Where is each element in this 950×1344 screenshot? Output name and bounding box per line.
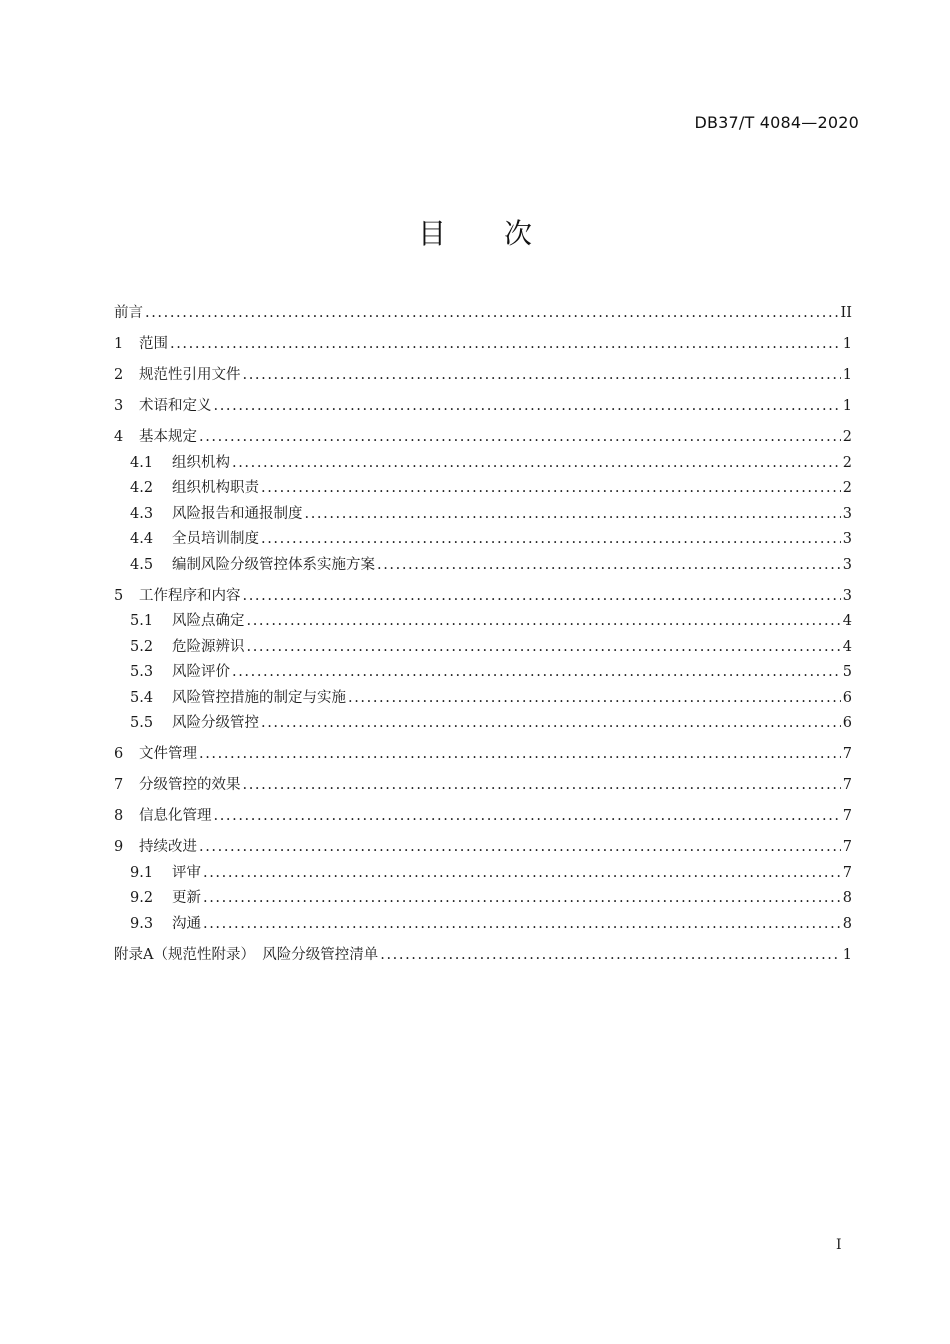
toc-entry-label: 风险报告和通报制度 [172, 505, 303, 522]
toc-entry-number: 4.3 [130, 505, 154, 522]
toc-entry-label: 持续改进 [139, 839, 197, 855]
toc-entry-number: 4.2 [130, 480, 154, 496]
toc-entry-number: 9.3 [130, 915, 154, 932]
toc-entry-number: 6 [114, 746, 124, 762]
toc-entry-label: 术语和定义 [139, 398, 212, 414]
toc-entry-page: 3 [842, 531, 852, 547]
toc-entry-label: 规范性引用文件 [139, 367, 241, 383]
toc-entry-number: 3 [114, 398, 124, 414]
toc-entry-page: 2 [842, 454, 852, 471]
toc-entry-label: 文件管理 [139, 746, 197, 762]
toc-leader-dots [214, 394, 841, 420]
toc-entry[interactable] [114, 476, 852, 502]
toc-entry-number: 5 [114, 587, 124, 604]
toc-entry[interactable] [114, 660, 852, 686]
toc-entry-number: 9.2 [130, 890, 154, 906]
toc-entry-page: 1 [842, 336, 852, 352]
toc-entry-label: 编制风险分级管控体系实施方案 [172, 556, 375, 573]
toc-leader-dots [247, 635, 841, 661]
toc-entry-label: 风险点确定 [172, 613, 245, 629]
toc-leader-dots [203, 912, 841, 938]
toc-entry[interactable] [114, 584, 852, 610]
toc-entry[interactable] [114, 943, 852, 969]
toc-entry-label: 全员培训制度 [172, 531, 259, 547]
toc-entry-label: 风险分级管控 [172, 715, 259, 731]
toc-entry[interactable] [114, 742, 852, 768]
toc-entry-page: 7 [842, 839, 852, 855]
toc-entry-page: 5 [842, 664, 852, 680]
toc-entry-number: 5.2 [130, 638, 154, 655]
toc-entry-label: 基本规定 [139, 429, 197, 445]
toc-entry-number: 4 [114, 429, 124, 445]
toc-entry-number: 4.5 [130, 556, 154, 573]
toc-entry-label: 风险评价 [172, 664, 230, 680]
toc-leader-dots [243, 363, 841, 389]
toc-entry[interactable] [114, 886, 852, 912]
toc-entry[interactable] [114, 301, 852, 327]
toc-entry-number: 4.4 [130, 531, 154, 547]
toc-entry-page: 7 [842, 746, 852, 762]
toc-entry-label: 前言 [114, 305, 143, 321]
toc-entry-number: 5.4 [130, 689, 154, 706]
toc-entry-page: 1 [842, 367, 852, 383]
toc-entry[interactable] [114, 425, 852, 451]
toc-entry-page: 2 [842, 480, 852, 496]
toc-entry-label: 工作程序和内容 [139, 587, 241, 604]
toc-entry-page: 3 [842, 505, 852, 522]
toc-leader-dots [261, 476, 841, 502]
toc-entry-number: 9.1 [130, 864, 154, 881]
toc-leader-dots [214, 804, 841, 830]
toc-entry-number: 1 [114, 336, 124, 352]
toc-leader-dots [261, 711, 841, 737]
toc-entry-number: 7 [114, 777, 124, 793]
toc-entry-number: 5.3 [130, 664, 154, 680]
toc-leader-dots [247, 609, 841, 635]
toc-entry[interactable] [114, 363, 852, 389]
toc-leader-dots [232, 660, 841, 686]
toc-entry[interactable] [114, 835, 852, 861]
toc-entry-label: 范围 [139, 336, 168, 352]
toc-leader-dots [203, 886, 841, 912]
table-of-contents [114, 301, 852, 968]
page-title: 目次 [417, 217, 590, 250]
toc-entry-label: 分级管控的效果 [139, 777, 241, 793]
toc-leader-dots [203, 861, 841, 887]
toc-entry-number: 5.1 [130, 613, 154, 629]
toc-leader-dots [243, 773, 841, 799]
toc-entry-number: 5.5 [130, 715, 154, 731]
toc-entry[interactable] [114, 773, 852, 799]
toc-leader-dots [305, 502, 841, 528]
toc-entry-label: 沟通 [172, 915, 201, 932]
toc-entry-page: 4 [842, 638, 852, 655]
toc-entry-page: 3 [842, 556, 852, 573]
toc-leader-dots [348, 686, 841, 712]
toc-leader-dots [243, 584, 841, 610]
toc-entry[interactable] [114, 527, 852, 553]
toc-leader-dots [199, 835, 841, 861]
toc-leader-dots [170, 332, 841, 358]
toc-entry[interactable] [114, 502, 852, 528]
toc-entry[interactable] [114, 609, 852, 635]
toc-entry-number: 8 [114, 808, 124, 824]
toc-entry-label: 组织机构职责 [172, 480, 259, 496]
toc-entry-label: 组织机构 [172, 454, 230, 471]
page-number: I [836, 1237, 842, 1253]
toc-entry[interactable] [114, 686, 852, 712]
toc-entry-number: 2 [114, 367, 124, 383]
toc-leader-dots [145, 301, 839, 327]
toc-entry-page: 4 [842, 613, 852, 629]
toc-entry-page: 7 [842, 777, 852, 793]
toc-entry-label: 危险源辨识 [172, 638, 245, 655]
toc-entry-page: 8 [842, 890, 852, 906]
toc-entry-label: 附录A（规范性附录） 风险分级管控清单 [114, 946, 379, 963]
toc-entry[interactable] [114, 635, 852, 661]
toc-entry[interactable] [114, 394, 852, 420]
toc-leader-dots [380, 943, 841, 969]
toc-entry-label: 信息化管理 [139, 808, 212, 824]
toc-entry[interactable] [114, 332, 852, 358]
toc-leader-dots [261, 527, 841, 553]
toc-entry-label: 评审 [172, 864, 201, 881]
toc-entry[interactable] [114, 912, 852, 938]
toc-entry-page: 8 [842, 915, 852, 932]
toc-leader-dots [377, 553, 841, 579]
toc-entry-number: 4.1 [130, 454, 154, 471]
toc-leader-dots [199, 742, 841, 768]
toc-entry[interactable] [114, 451, 852, 477]
toc-entry[interactable] [114, 804, 852, 830]
toc-leader-dots [199, 425, 841, 451]
toc-entry-page: 2 [842, 429, 852, 445]
toc-entry-page: 3 [842, 587, 852, 604]
toc-entry-label: 更新 [172, 890, 201, 906]
toc-entry-page: 7 [842, 864, 852, 881]
toc-entry[interactable] [114, 553, 852, 579]
toc-entry-page: 6 [842, 689, 852, 706]
toc-leader-dots [232, 451, 841, 477]
toc-entry-page: 1 [842, 398, 852, 414]
toc-entry-page: II [840, 305, 852, 321]
toc-entry-page: 6 [842, 715, 852, 731]
toc-entry-page: 7 [842, 808, 852, 824]
toc-entry-label: 风险管控措施的制定与实施 [172, 689, 346, 706]
toc-entry[interactable] [114, 711, 852, 737]
toc-entry-number: 9 [114, 839, 124, 855]
toc-entry-page: 1 [842, 946, 852, 963]
toc-entry[interactable] [114, 861, 852, 887]
document-code: DB37/T 4084—2020 [694, 113, 859, 132]
